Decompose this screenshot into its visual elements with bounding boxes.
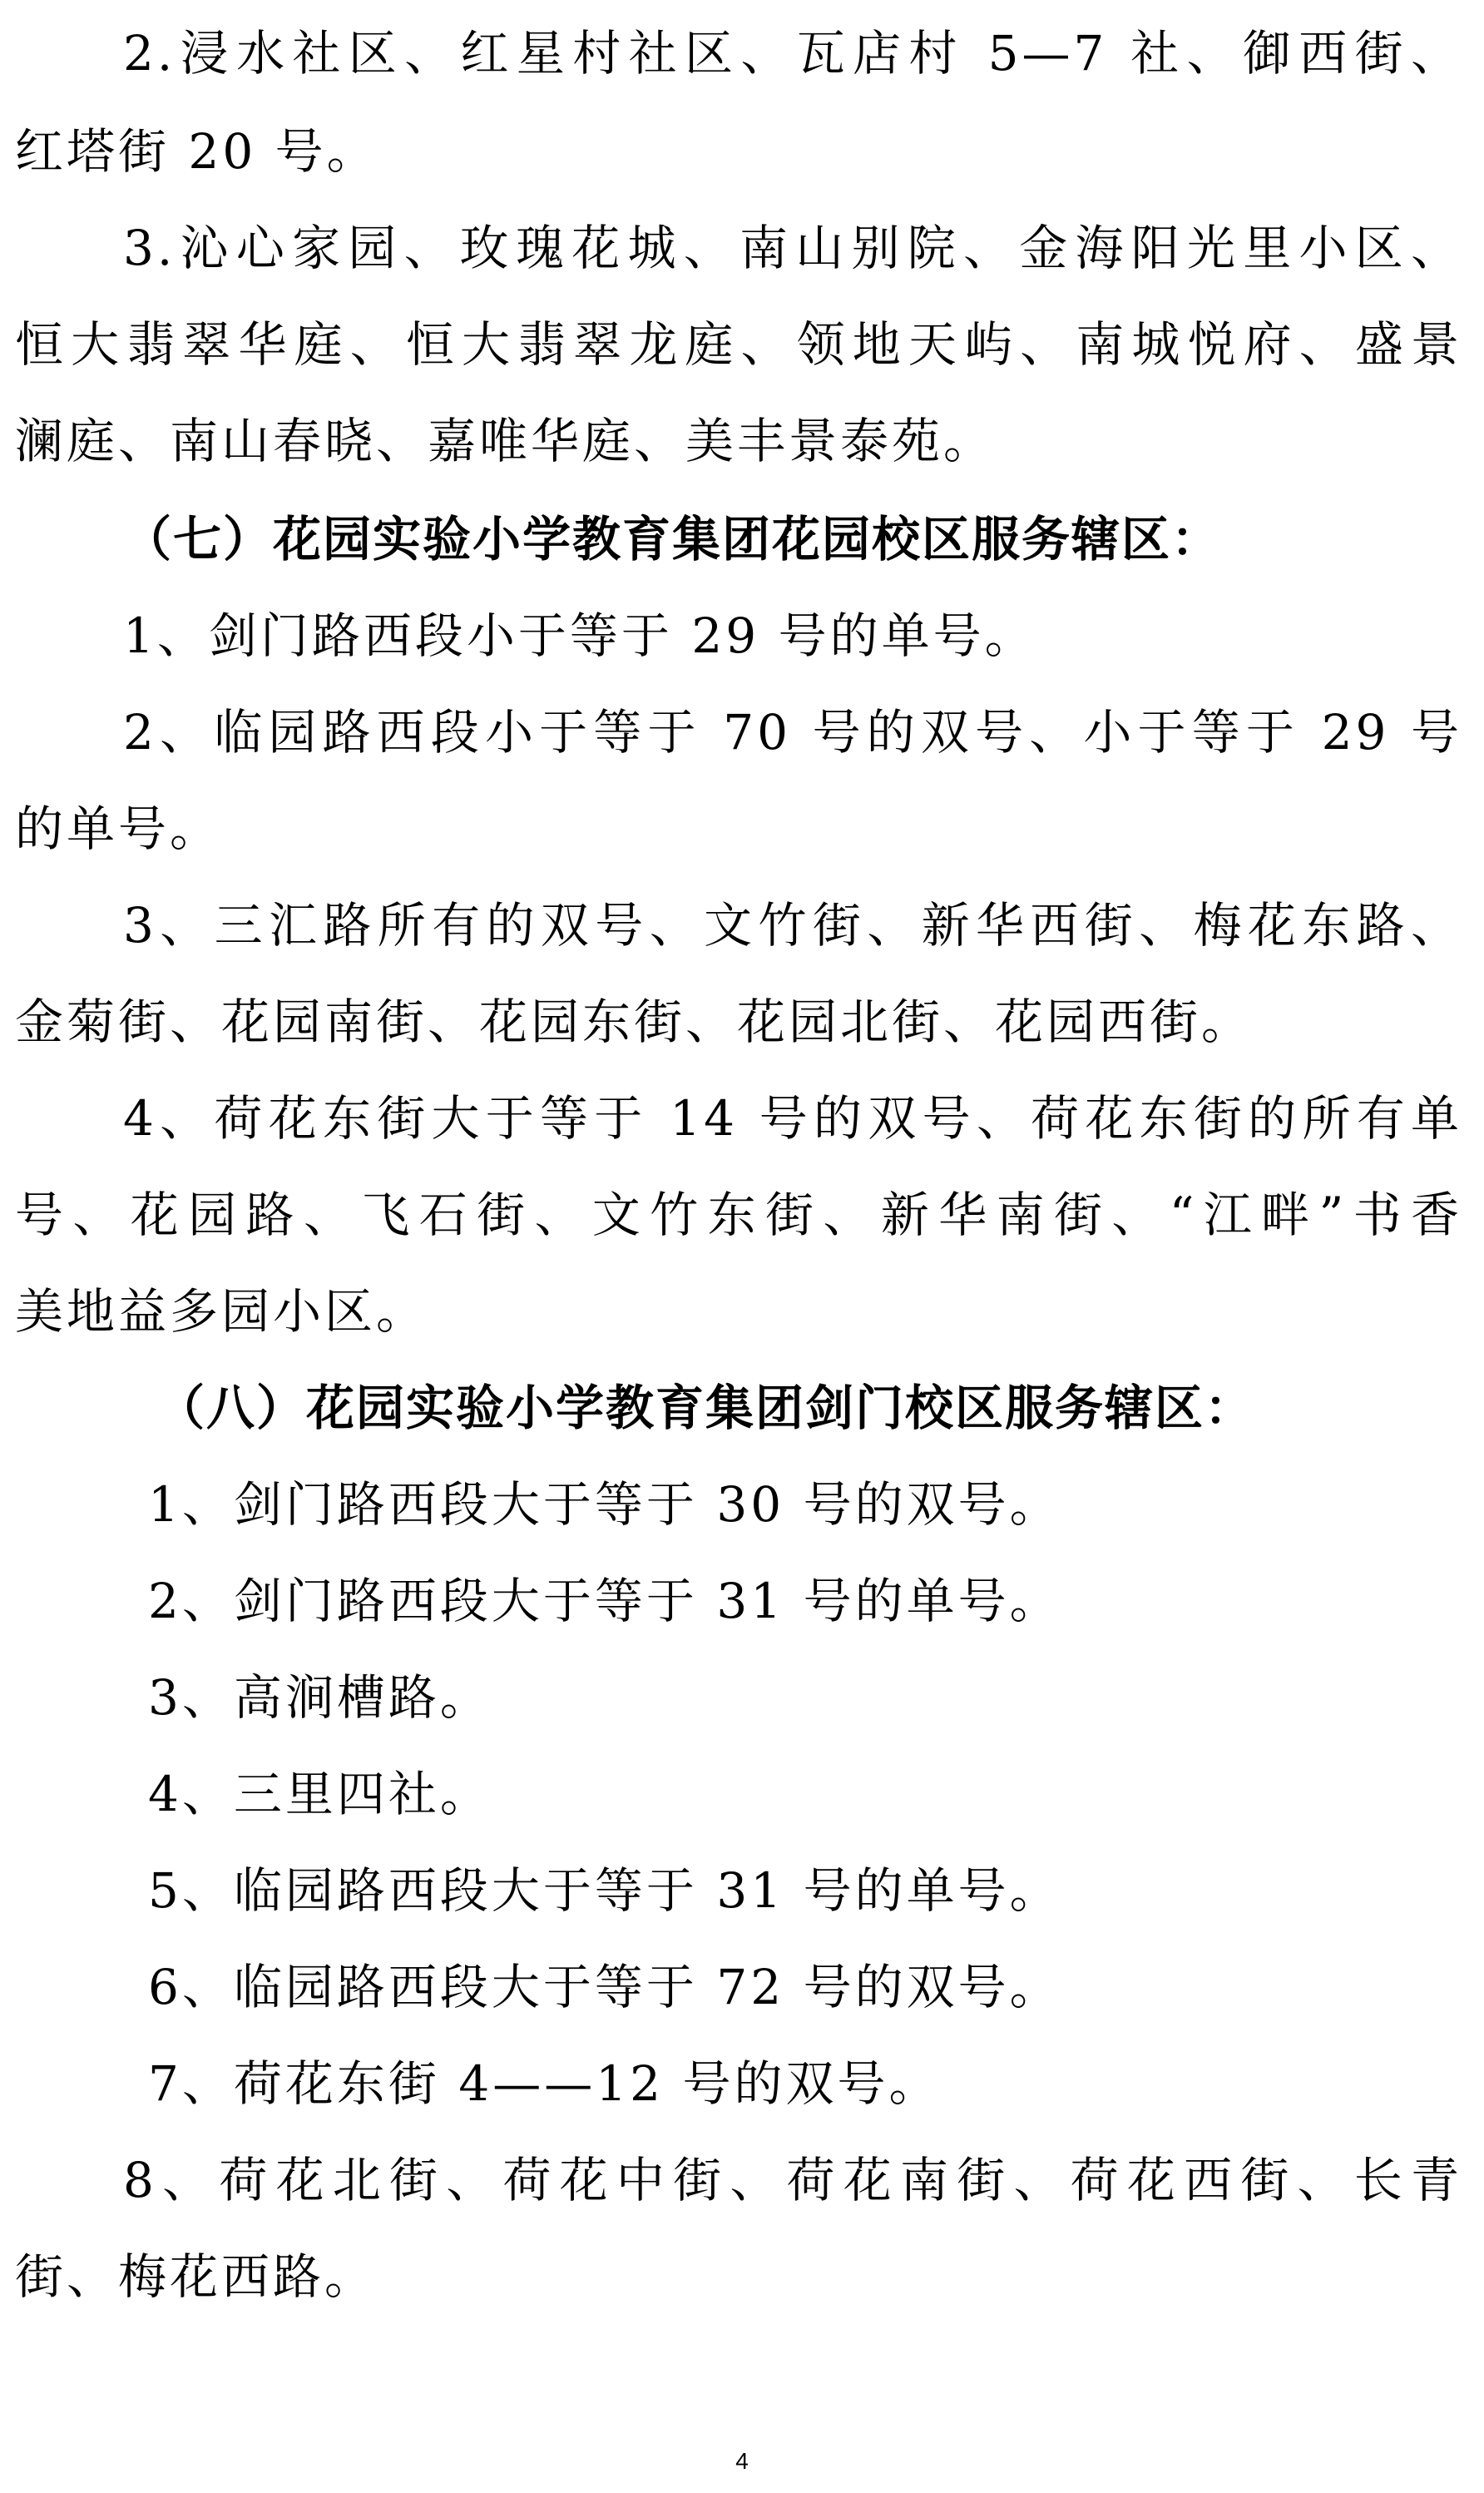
section-8-item-5: 5、临园路西段大于等于 31 号的单号。 [148,1862,1061,1919]
item-3-line-3: 澜庭、南山春晓、嘉唯华庭、美丰景泰苑。 [15,413,996,469]
section-7-item-2-line-2: 的单号。 [15,800,222,857]
section-7-item-4-line-1: 4、荷花东街大于等于 14 号的双号、荷花东街的所有单 [123,1090,1462,1147]
item-3-line-2: 恒大翡翠华庭、恒大翡翠龙庭、领地天屿、南城悦府、盛景 [15,316,1462,373]
section-heading-8: （八）花园实验小学教育集团剑门校区服务辖区： [156,1380,1255,1436]
section-8-item-2: 2、剑门路西段大于等于 31 号的单号。 [148,1573,1061,1629]
item-3-line-1: 3.沁心家园、玫瑰花城、南山别院、金海阳光里小区、 [123,220,1462,276]
section-7-item-2-line-1: 2、临园路西段小于等于 70 号的双号、小于等于 29 号 [123,704,1462,761]
section-8-item-8-line-1: 8、荷花北街、荷花中街、荷花南街、荷花西街、长青 [123,2152,1462,2208]
section-heading-7: （七）花园实验小学教育集团花园校区服务辖区： [123,511,1222,567]
section-7-item-4-line-2: 号、花园路、飞石街、文竹东街、新华南街、“江畔”书香 [15,1187,1462,1243]
section-8-item-3: 3、高涧槽路。 [148,1669,492,1726]
section-8-item-8-line-2: 街、梅花西路。 [15,2248,377,2305]
section-8-item-7: 7、荷花东街 4——12 号的双号。 [148,2055,941,2112]
section-7-item-1: 1、剑门路西段小于等于 29 号的单号。 [123,607,1036,664]
section-7-item-3-line-1: 3、三汇路所有的双号、文竹街、新华西街、梅花东路、 [123,897,1462,954]
item-2-line-2: 红塔街 20 号。 [15,123,378,180]
item-2-line-1: 2.浸水社区、红星村社区、瓦店村 5—7 社、御西街、 [123,25,1462,82]
page-number: 4 [735,2448,749,2474]
section-8-item-4: 4、三里四社。 [148,1766,492,1822]
section-7-item-3-line-2: 金菊街、花园南街、花园东街、花园北街、花园西街。 [15,994,1254,1050]
section-8-item-6: 6、临园路西段大于等于 72 号的双号。 [148,1959,1061,2015]
section-7-item-4-line-3: 美地益多园小区。 [15,1283,428,1340]
section-8-item-1: 1、剑门路西段大于等于 30 号的双号。 [148,1476,1061,1533]
